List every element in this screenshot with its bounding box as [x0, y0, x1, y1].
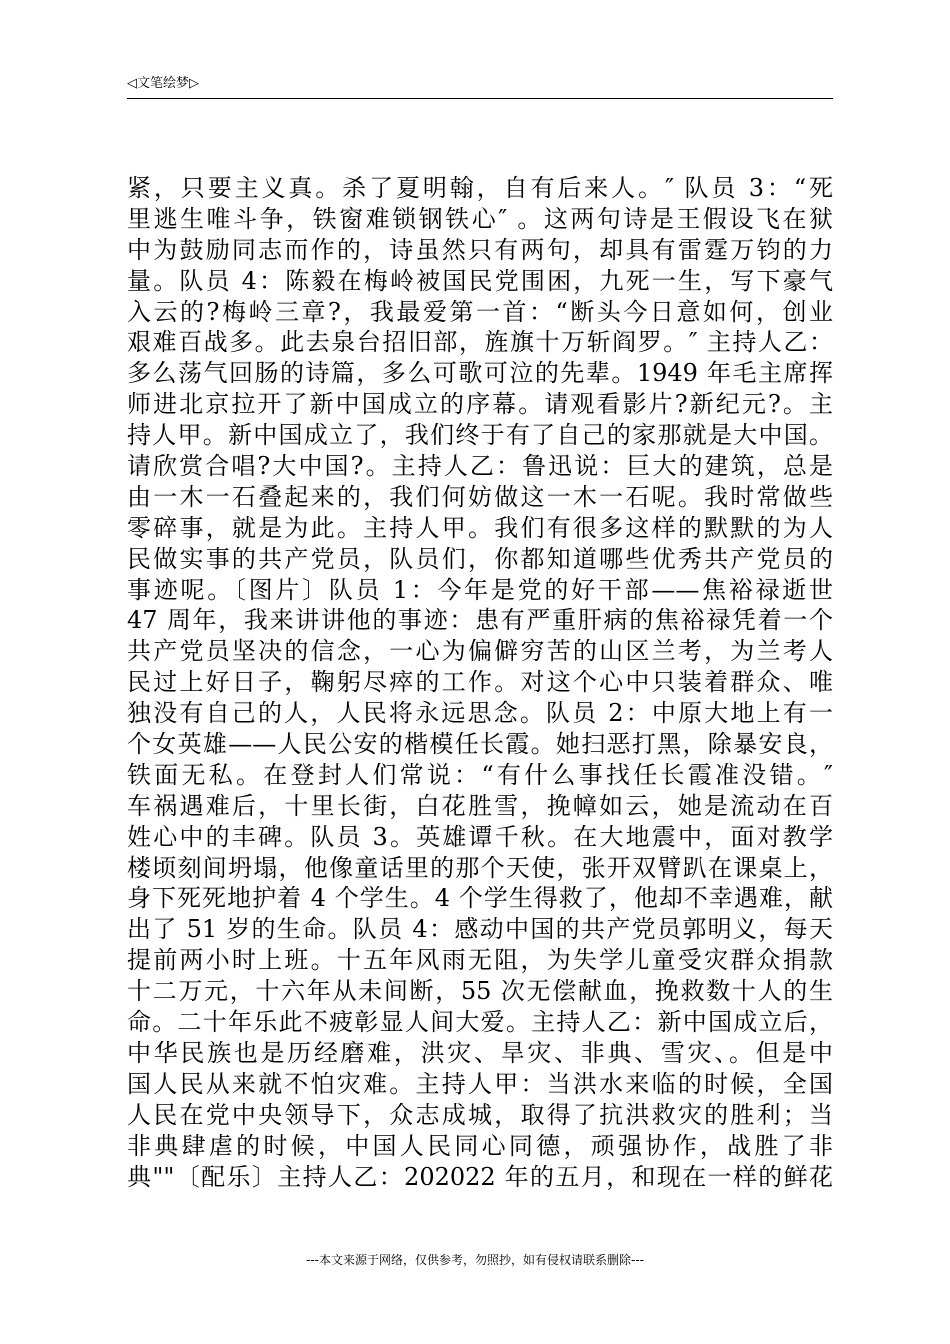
- body-line: 铁面无私。在登封人们常说：“有什么事找任长霞准没错。″: [127, 760, 833, 789]
- body-line: 里逃生唯斗争，铁窗难锁钢铁心″ 。这两句诗是王假设飞在狱: [127, 204, 833, 233]
- header-title: 文笔绘梦: [137, 76, 190, 91]
- body-line: 车祸遇难后，十里长街，白花胜雪，挽幛如云，她是流动在百: [127, 791, 833, 820]
- body-line: 请欣赏合唱?大中国?。主持人乙：鲁迅说：巨大的建筑，总是: [127, 452, 833, 481]
- page-header: [127, 74, 833, 99]
- body-line: 由一木一石叠起来的，我们何妨做这一木一石呢。我时常做些: [127, 482, 833, 511]
- body-line: 师进北京拉开了新中国成立的序幕。请观看影片?新纪元?。主: [127, 390, 833, 419]
- body-line: 量。队员 4：陈毅在梅岭被国民党围困，九死一生，写下豪气: [127, 266, 833, 295]
- body-line: 多么荡气回肠的诗篇，多么可歌可泣的先辈。1949 年毛主席挥: [127, 359, 833, 388]
- triangle-right-icon: ▷: [189, 76, 200, 91]
- body-line: 出了 51 岁的生命。队员 4：感动中国的共产党员郭明义，每天: [127, 915, 833, 944]
- body-line: 持人甲。新中国成立了，我们终于有了自己的家那就是大中国。: [127, 421, 833, 450]
- triangle-left-icon: ◁: [127, 76, 137, 91]
- body-line: 典""〔配乐〕主持人乙：202022 年的五月，和现在一样的鲜花: [127, 1162, 833, 1191]
- body-line: 艰难百战多。此去泉台招旧部，旌旗十万斩阎罗。″ 主持人乙：: [127, 328, 833, 357]
- body-line: 命。二十年乐此不疲彰显人间大爱。主持人乙：新中国成立后，: [127, 1008, 833, 1037]
- body-line: 入云的?梅岭三章?，我最爱第一首：“断头今日意如何，创业: [127, 297, 833, 326]
- body-line: 零碎事，就是为此。主持人甲。我们有很多这样的默默的为人: [127, 513, 833, 542]
- header-title-group: [127, 76, 199, 92]
- body-line: 十二万元，十六年从未间断，55 次无偿献血，挽救数十人的生: [127, 977, 833, 1006]
- body-line: 47 周年，我来讲讲他的事迹：患有严重肝病的焦裕禄凭着一个: [127, 606, 833, 635]
- body-line: 事迹呢。〔图片〕队员 1：今年是党的好干部——焦裕禄逝世: [127, 575, 833, 604]
- body-line: 提前两小时上班。十五年风雨无阻，为失学儿童受灾群众捐款: [127, 946, 833, 975]
- body-line: 姓心中的丰碑。队员 3。英雄谭千秋。在大地震中，面对教学: [127, 822, 833, 851]
- body-line: 人民在党中央领导下，众志成城，取得了抗洪救灾的胜利；当: [127, 1100, 833, 1129]
- body-line: 非典肆虐的时候，中国人民同心同德，顽强协作，战胜了非: [127, 1131, 833, 1160]
- body-line: 民过上好日子，鞠躬尽瘁的工作。对这个心中只装着群众、唯: [127, 668, 833, 697]
- body-line: 个女英雄——人民公安的楷模任长霞。她扫恶打黑，除暴安良，: [127, 730, 833, 759]
- page-footer: ---本文来源于网络，仅供参考，勿照抄，如有侵权请联系删除---: [306, 1253, 644, 1267]
- body-line: 身下死死地护着 4 个学生。4 个学生得救了，他却不幸遇难，献: [127, 884, 833, 913]
- body-line: 中为鼓励同志而作的，诗虽然只有两句，却具有雷霆万钧的力: [127, 235, 833, 264]
- body-line: 民做实事的共产党员，队员们，你都知道哪些优秀共产党员的: [127, 544, 833, 573]
- body-line: 紧，只要主义真。杀了夏明翰，自有后来人。″ 队员 3：“死: [127, 174, 833, 202]
- body-line: 独没有自己的人，人民将永远思念。队员 2：中原大地上有一: [127, 699, 833, 728]
- body-line: 国人民从来就不怕灾难。主持人甲：当洪水来临的时候，全国: [127, 1069, 833, 1098]
- body-line: 楼顷刻间坍塌，他像童话里的那个天使，张开双臂趴在课桌上，: [127, 853, 833, 882]
- body-line: 共产党员坚决的信念，一心为偏僻穷苦的山区兰考，为兰考人: [127, 637, 833, 666]
- body-line: 中华民族也是历经磨难，洪灾、旱灾、非典、雪灾、。但是中: [127, 1038, 833, 1067]
- document-body: [127, 173, 837, 1192]
